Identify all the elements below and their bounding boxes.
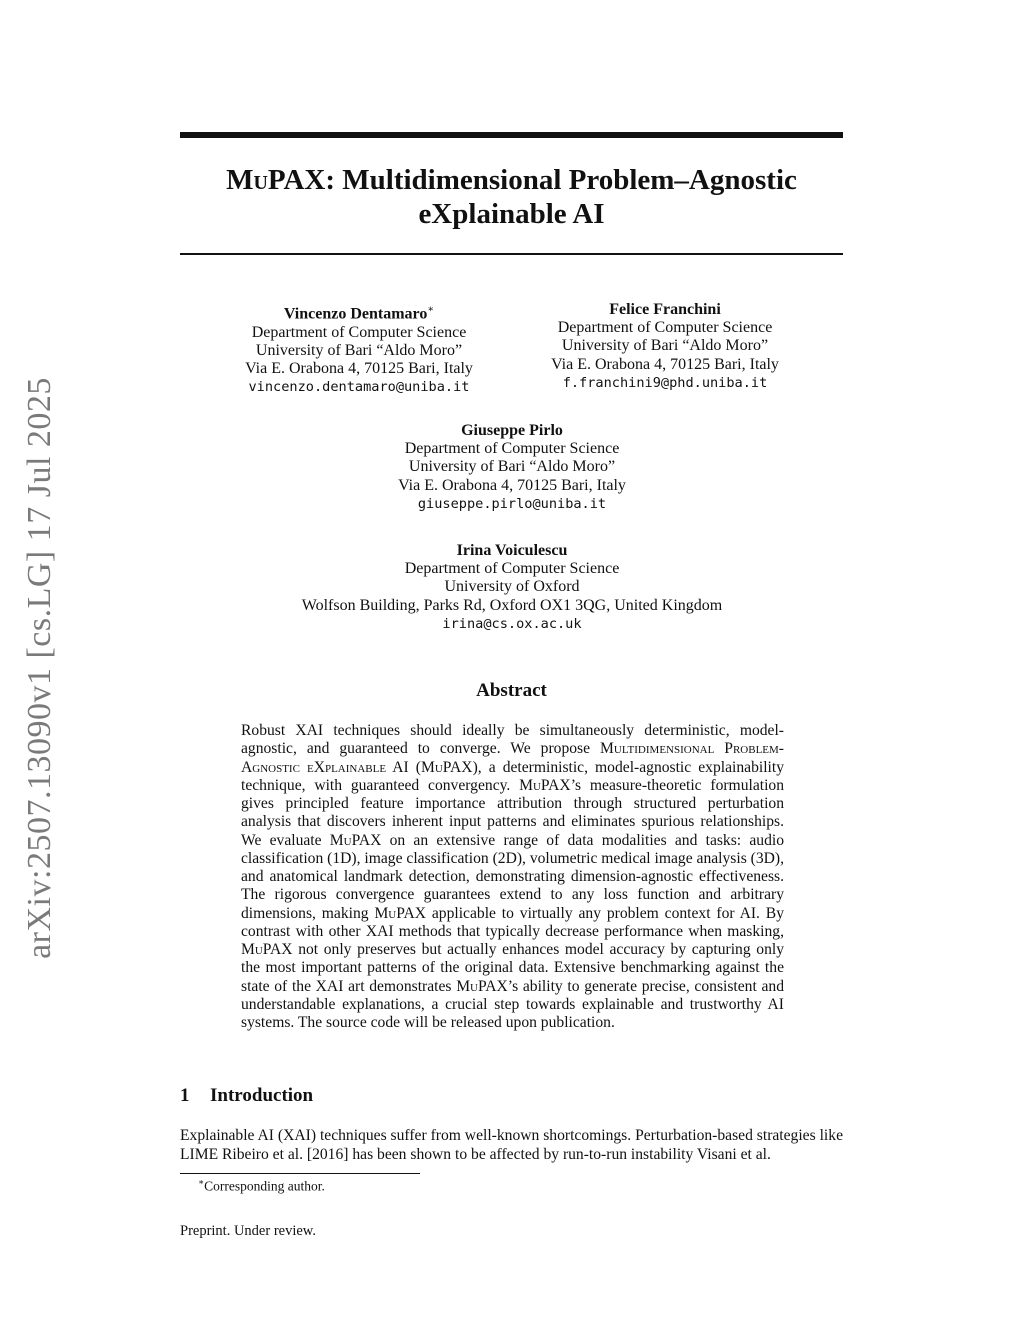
author-university: University of Bari “Aldo Moro” (255, 341, 463, 359)
footnote-text: Corresponding author. (204, 1178, 325, 1194)
abstract-heading: Abstract (476, 680, 547, 701)
author-name: Irina Voiculescu (456, 542, 568, 559)
author-name: Giuseppe Pirlo (461, 422, 563, 439)
title-line-2: eXplainable AI (418, 198, 605, 230)
author-block-2 (506, 301, 824, 392)
paper-title (180, 163, 843, 231)
author-name: Vincenzo Dentamaro∗ (283, 304, 435, 323)
author-block-4 (262, 542, 762, 633)
author-email-link[interactable]: f.franchini9@phd.uniba.it (562, 374, 768, 391)
author-email-link[interactable]: giuseppe.pirlo@uniba.it (417, 495, 607, 512)
author-address: Via E. Orabona 4, 70125 Bari, Italy (245, 359, 473, 377)
title-method-name: MuPAX (226, 164, 326, 196)
author-name: Felice Franchini (609, 301, 721, 318)
arxiv-identifier-text: arXiv:2507.13090v1 [cs.LG] 17 Jul 2025 (21, 377, 59, 959)
author-block-3 (280, 422, 744, 513)
author-department: Department of Computer Science (251, 323, 467, 341)
section-number: 1 (180, 1085, 190, 1106)
footnote (198, 1177, 325, 1195)
section-title: Introduction (210, 1085, 314, 1106)
author-email-link[interactable]: vincenzo.dentamaro@uniba.it (248, 379, 470, 396)
author-department: Department of Computer Science (557, 319, 773, 337)
author-university: University of Bari “Aldo Moro” (561, 337, 769, 355)
author-address: Wolfson Building, Parks Rd, Oxford OX1 3QG, United Kingdom (301, 596, 723, 614)
author-address: Via E. Orabona 4, 70125 Bari, Italy (551, 355, 779, 373)
section-heading-introduction (180, 1085, 313, 1107)
introduction-paragraph: Explainable AI (XAI) techniques suffer from well-known shortcomings. Perturbation-based strategies like LIME Ribeiro et al. [2016] has been shown to be affected by run-to-run instability Visani et al. (180, 1127, 843, 1163)
author-address: Via E. Orabona 4, 70125 Bari, Italy (398, 476, 626, 494)
corresponding-author-mark: ∗ (427, 304, 435, 315)
title-bottom-rule (180, 253, 843, 255)
author-university: University of Bari “Aldo Moro” (408, 458, 616, 476)
preprint-notice: Preprint. Under review. (180, 1223, 316, 1239)
footnote-divider (180, 1173, 420, 1174)
footnote-mark: ∗ (198, 1177, 205, 1187)
title-rest: : Multidimensional Problem–Agnostic (325, 164, 797, 196)
author-university: University of Oxford (444, 578, 580, 596)
author-department: Department of Computer Science (404, 440, 620, 458)
author-block-1 (200, 301, 518, 396)
author-email-link[interactable]: irina@cs.ox.ac.uk (442, 615, 582, 632)
title-top-rule (180, 132, 843, 138)
arxiv-identifier-stamp (10, 378, 70, 958)
author-department: Department of Computer Science (404, 560, 620, 578)
abstract-body: Robust XAI techniques should ideally be simultaneously deterministic, model-agnostic, and guaranteed to converge. We propose Multidimensional Problem-Agnostic eXplainable AI (MuPAX), a deterministic, model-agnostic explainability technique, with guaranteed convergency. MuPAX’s measure-theoretic formulation gives principled feature importance attribution through structured perturbation analysis that discovers inherent input patterns and eliminates spurious relationships. We evaluate MuPAX on an extensive range of data modalities and tasks: audio classification (1D), image classification (2D), volumetric medical image analysis (3D), and anatomical landmark detection, demonstrating dimension-agnostic effectiveness. The rigorous convergence guarantees extend to any loss function and arbitrary dimensions, making MuPAX applicable to virtually any problem context for AI. By contrast with other XAI methods that typically decrease performance when masking, MuPAX not only preserves but actually enhances model accuracy by capturing only the most important patterns of the original data. Extensive benchmarking against the state of the XAI art demonstrates MuPAX’s ability to generate precise, consistent and understandable explanations, a crucial step towards explainable and trustworthy AI systems. The source code will be released upon publication. (241, 722, 785, 1031)
